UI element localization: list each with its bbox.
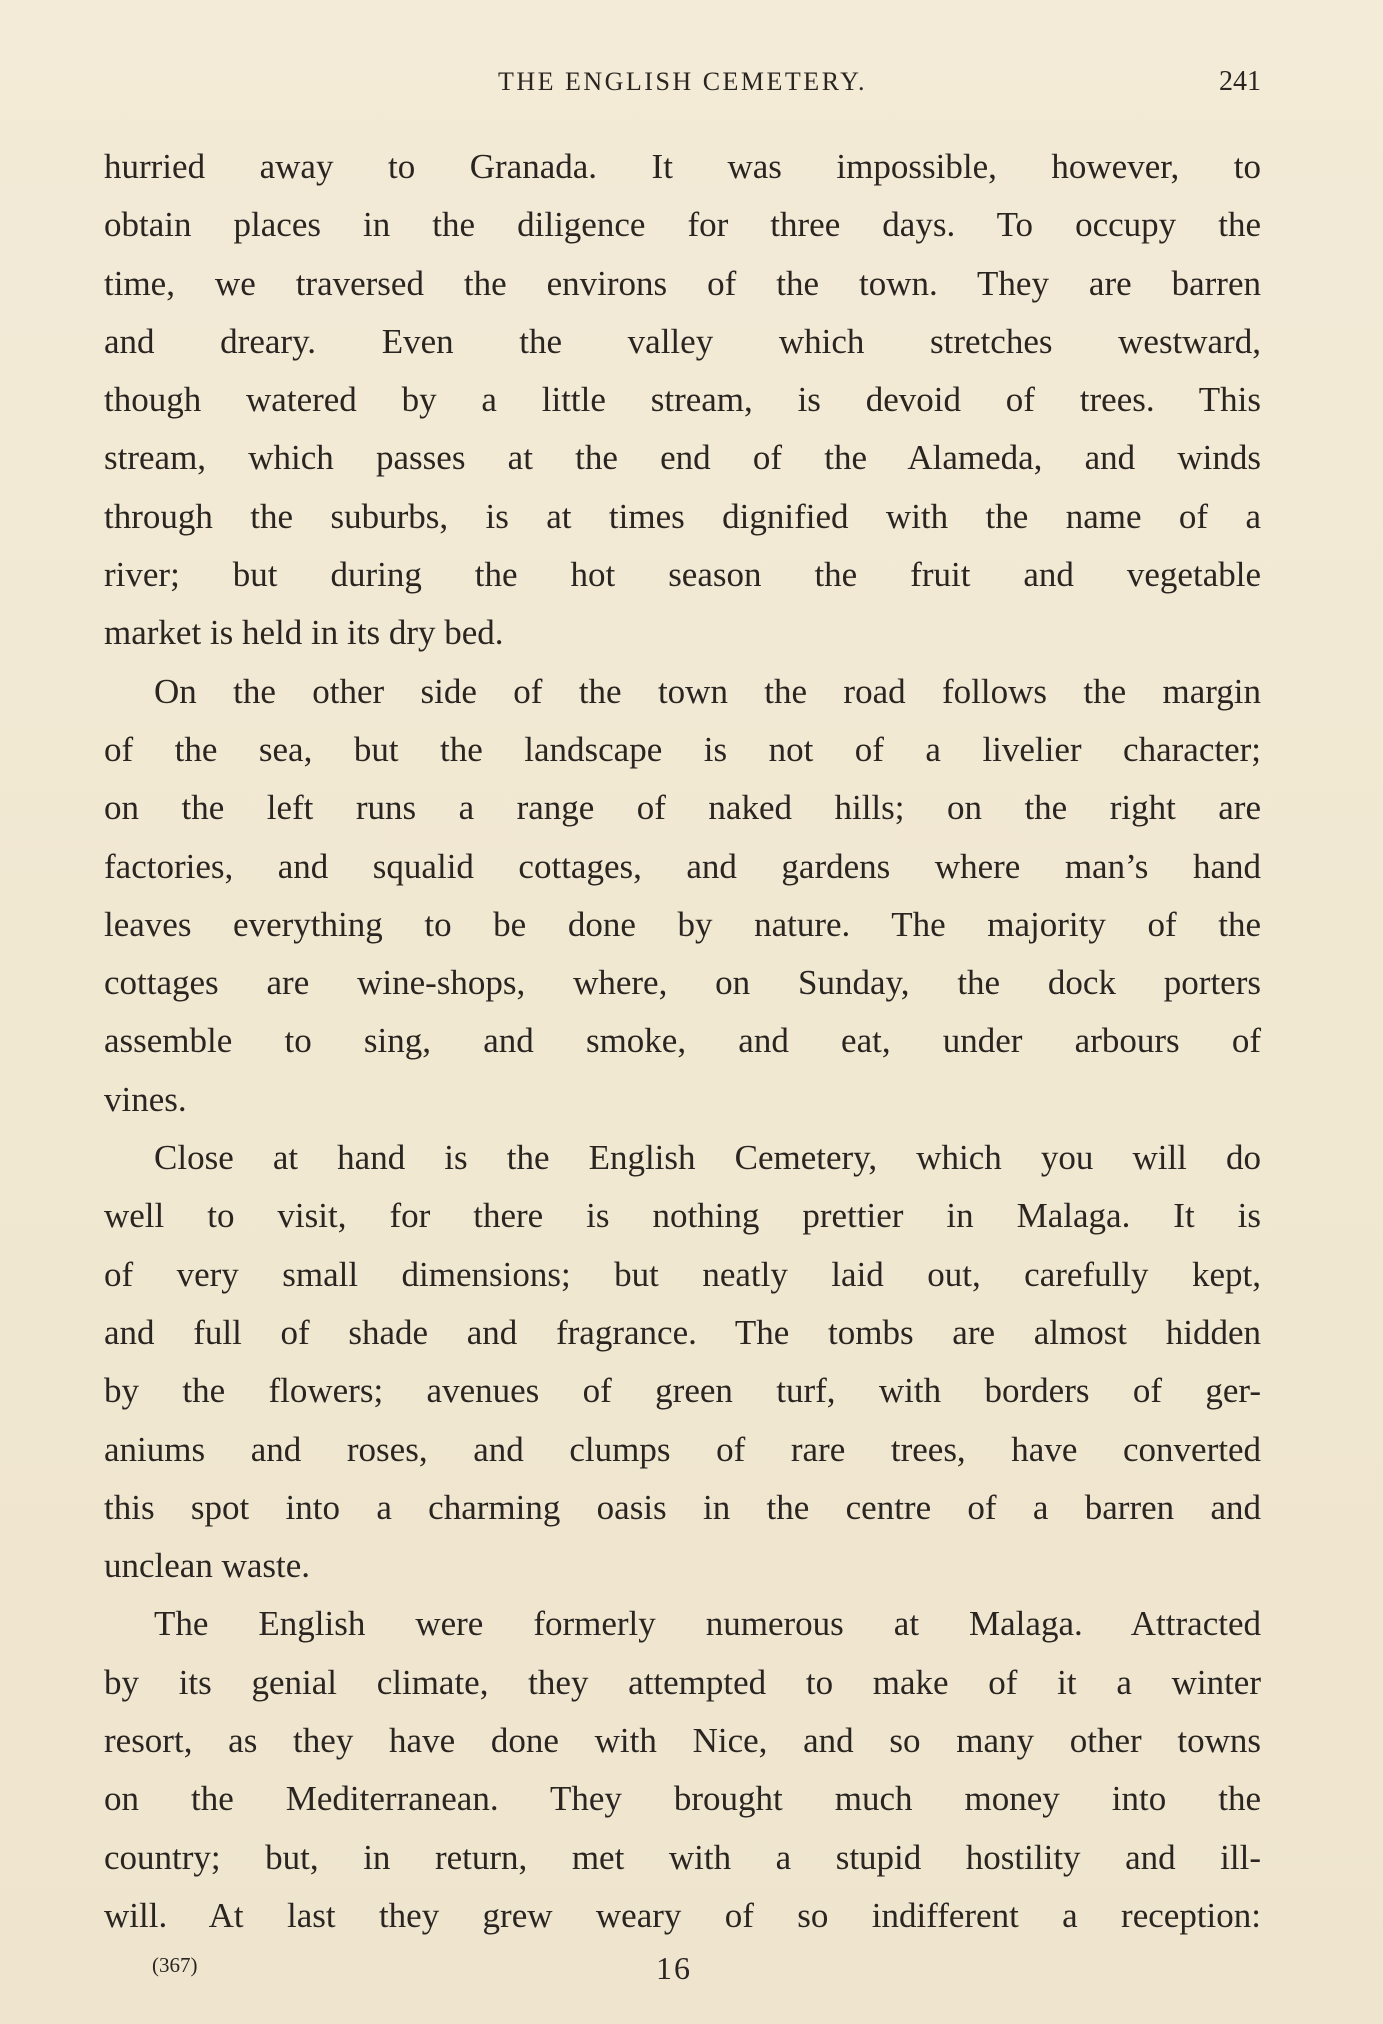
text-line: vines. xyxy=(104,1079,187,1119)
text-line: and dreary. Even the valley which stretches westward, xyxy=(104,321,1261,361)
text-line: on the Mediterranean. They brought much money into the xyxy=(104,1779,1261,1819)
text-line: obtain places in the diligence for three days. To occupy the xyxy=(104,205,1261,245)
text-line: this spot into a charming oasis in the centre of a barren and xyxy=(104,1487,1261,1527)
body-text xyxy=(104,138,1261,1945)
text-line: resort, as they have done with Nice, and so many other towns xyxy=(104,1721,1261,1761)
text-line: on the left runs a range of naked hills; on the right are xyxy=(104,788,1261,828)
text-line: factories, and squalid cottages, and gardens where man’s hand xyxy=(104,846,1261,886)
text-line: by the flowers; avenues of green turf, with borders of ger- xyxy=(104,1371,1261,1411)
text-line: leaves everything to be done by nature. The majority of the xyxy=(104,904,1261,944)
text-line: Close at hand is the English Cemetery, which you will do xyxy=(154,1138,1261,1178)
text-line: assemble to sing, and smoke, and eat, under arbours of xyxy=(104,1021,1261,1061)
text-line: will. At last they grew weary of so indifferent a reception: xyxy=(104,1895,1261,1935)
text-line: country; but, in return, met with a stupid hostility and ill- xyxy=(104,1837,1261,1877)
text-line: unclean waste. xyxy=(104,1546,311,1586)
text-line: cottages are wine-shops, where, on Sunday, the dock porters xyxy=(104,963,1261,1003)
running-title: THE ENGLISH CEMETERY. xyxy=(497,67,868,96)
text-line: market is held in its dry bed. xyxy=(104,613,504,653)
text-line: river; but during the hot season the fruit and vegetable xyxy=(104,555,1261,595)
text-line: time, we traversed the environs of the town. They are barren xyxy=(104,263,1261,303)
text-line: stream, which passes at the end of the Alameda, and winds xyxy=(104,438,1261,478)
text-line: and full of shade and fragrance. The tombs are almost hidden xyxy=(104,1312,1261,1352)
running-head xyxy=(104,62,1261,102)
sheet-number: 16 xyxy=(656,1950,692,1986)
text-line: by its genial climate, they attempted to make of it a winter xyxy=(104,1662,1261,1702)
text-line: aniums and roses, and clumps of rare trees, have converted xyxy=(104,1429,1261,1469)
text-line: though watered by a little stream, is devoid of trees. This xyxy=(104,380,1261,420)
text-line: hurried away to Granada. It was impossible, however, to xyxy=(104,147,1261,186)
text-line: of the sea, but the landscape is not of a livelier character; xyxy=(104,729,1261,769)
text-line: through the suburbs, is at times dignified with the name of a xyxy=(104,496,1261,536)
text-line: On the other side of the town the road follows the margin xyxy=(154,671,1261,711)
page-number: 241 xyxy=(1219,66,1261,97)
text-line: The English were formerly numerous at Malaga. Attracted xyxy=(154,1604,1261,1644)
text-line: well to visit, for there is nothing prettier in Malaga. It is xyxy=(104,1196,1261,1236)
signature-mark: (367) xyxy=(152,1953,198,1977)
text-line: of very small dimensions; but neatly laid out, carefully kept, xyxy=(104,1254,1261,1294)
